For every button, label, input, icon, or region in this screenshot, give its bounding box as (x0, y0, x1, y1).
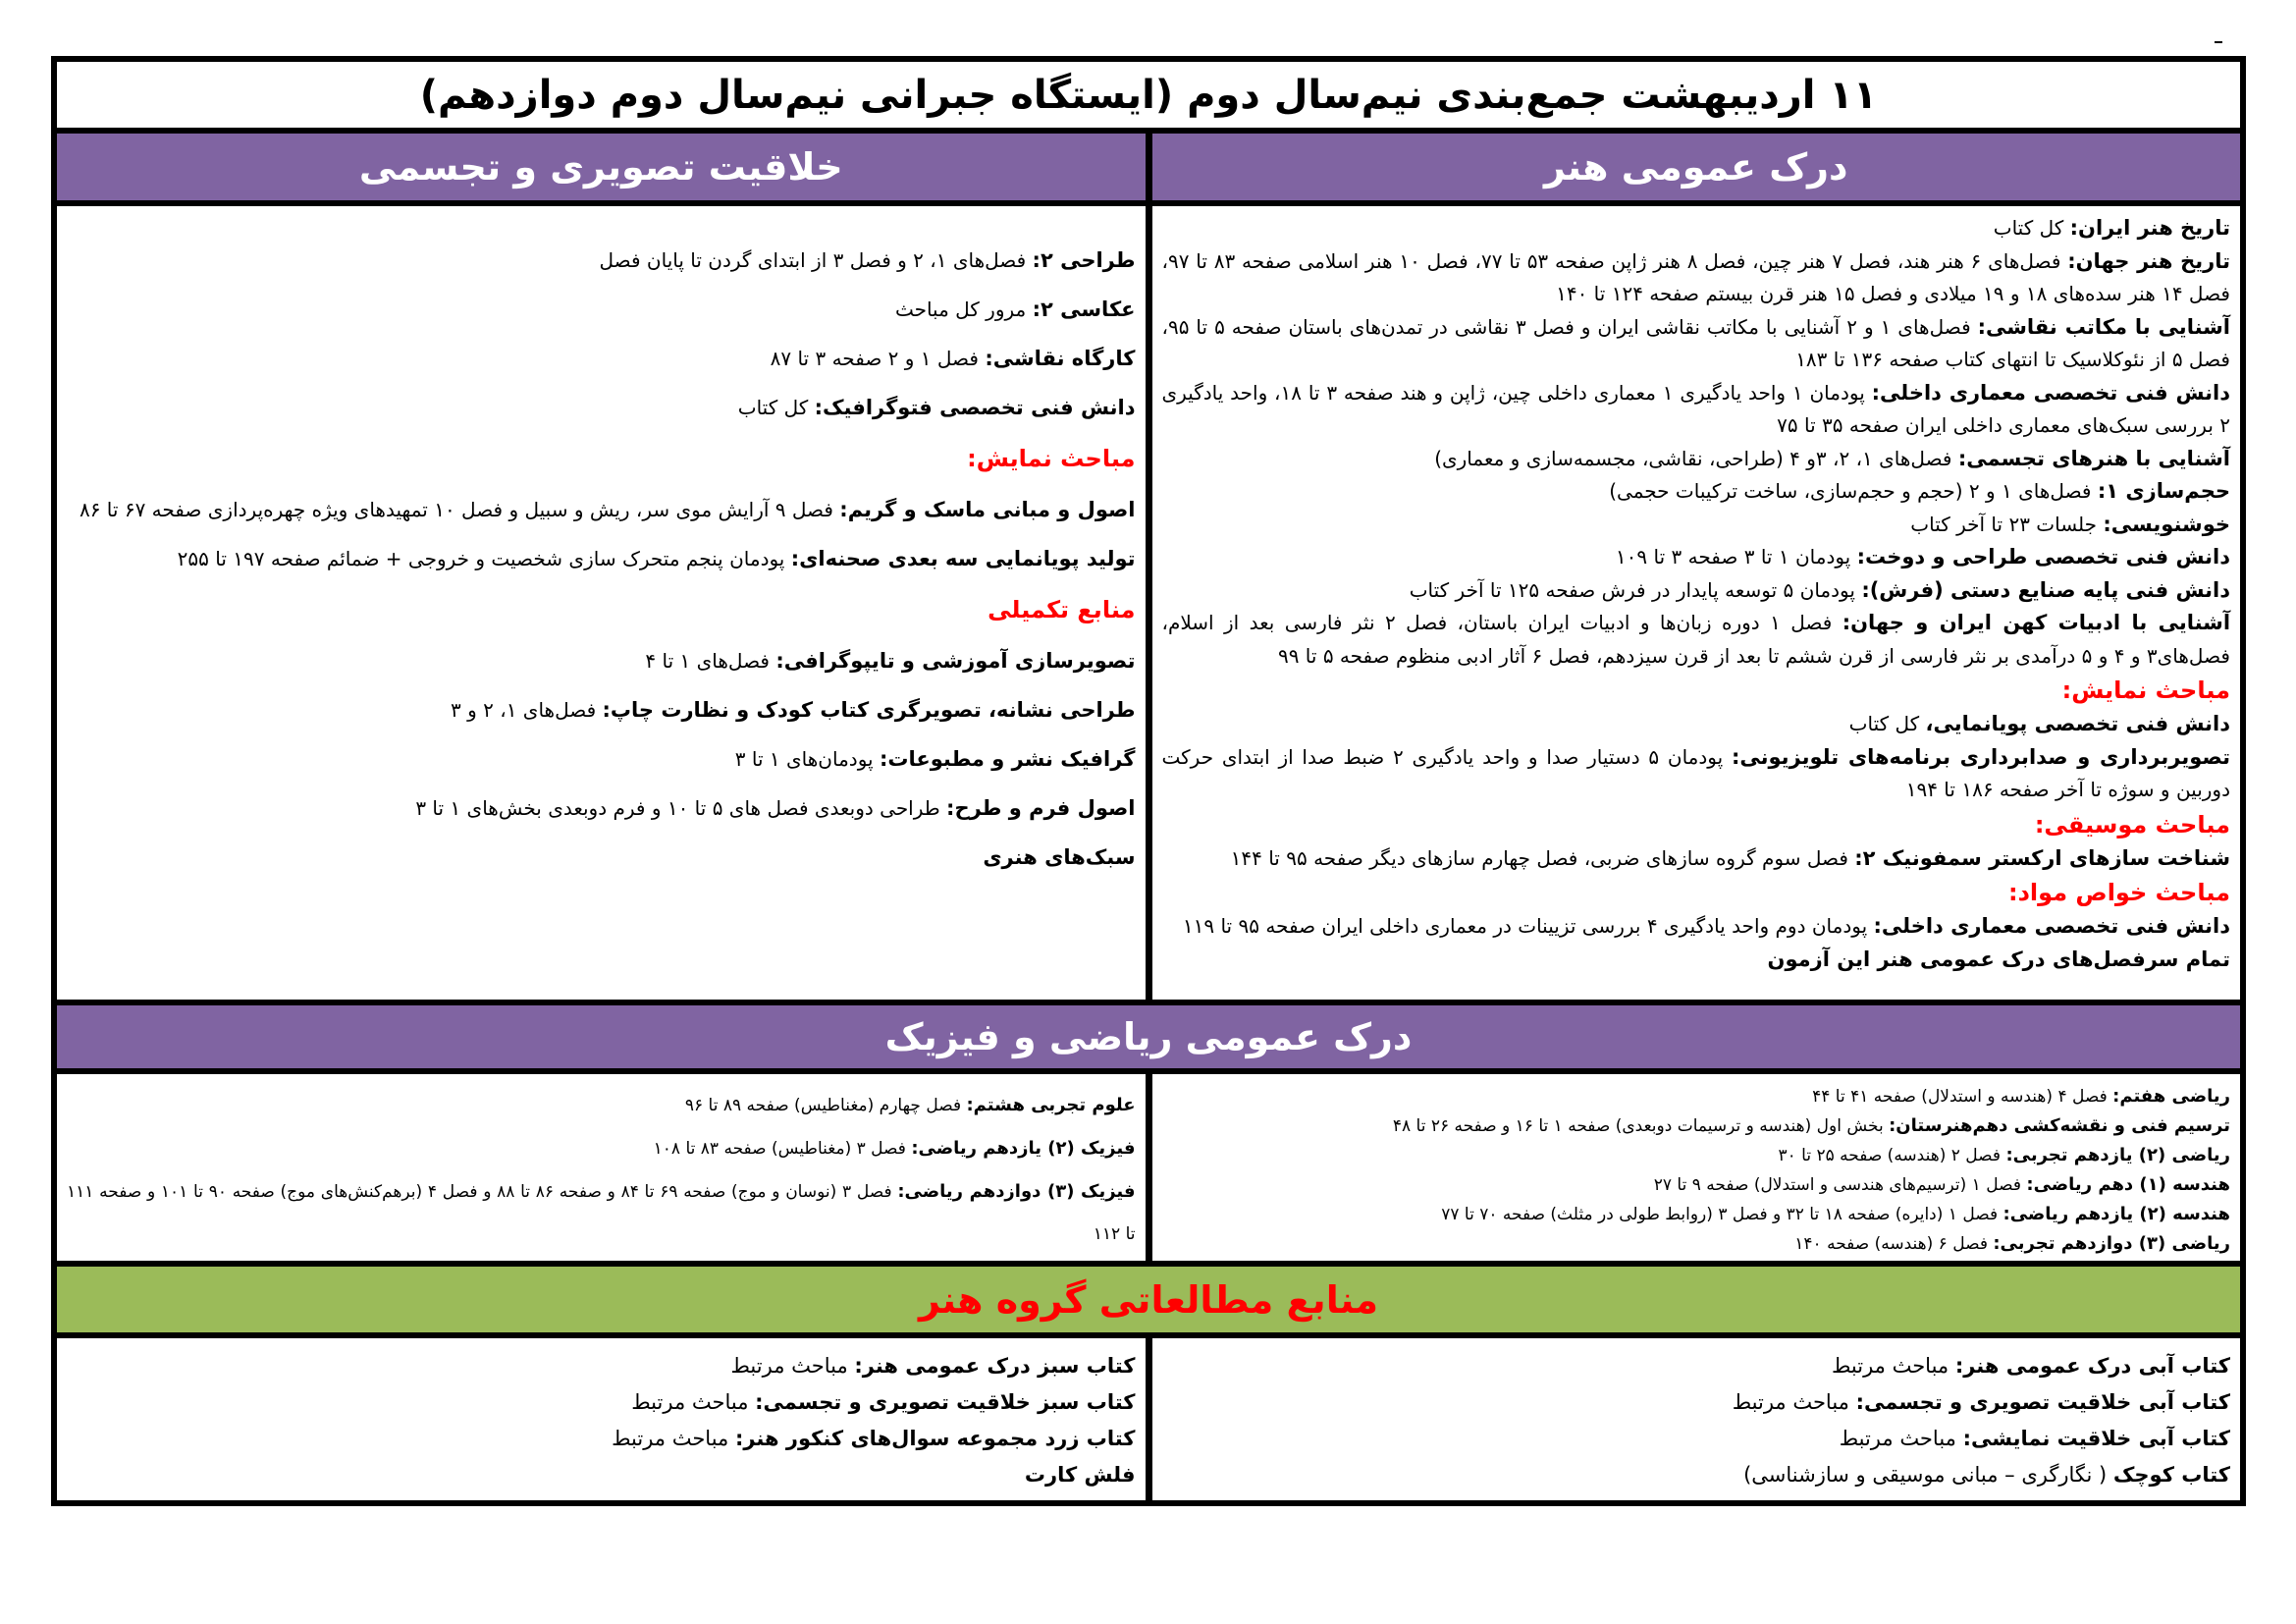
item-label: طراحی نشانه، تصویرگری کتاب کودک و نظارت چاپ: (602, 698, 1136, 722)
header-math-physics (57, 1005, 2240, 1074)
header-math-physics-label: درک عمومی ریاضی و فیزیک (884, 1015, 1413, 1058)
item-text: فصل‌های ۱، ۲ و فصل ۳ از ابتدای گردن تا پایان فصل (599, 248, 1033, 272)
item-text: مباحث مرتبط (631, 1390, 756, 1414)
list-item (1162, 708, 2231, 741)
physics-column (57, 1074, 1152, 1261)
list-item (1162, 1200, 2231, 1229)
list-item (67, 1084, 1136, 1127)
item-text: فصل ۲ (هندسه) صفحه ۲۵ تا ۳۰ (1778, 1146, 2006, 1165)
green-books-column (57, 1338, 1152, 1500)
item-text: فصل‌های ۱ تا ۴ (645, 649, 776, 673)
list-item (1162, 1082, 2231, 1111)
item-label: کتاب آبی خلاقیت تصویری و تجسمی: (1855, 1390, 2230, 1414)
list-item (67, 334, 1136, 383)
item-text: پودمان ۱ واحد یادگیری ۱ معماری داخلی چین، ژاپن و هند صفحه ۳ تا ۱۸، واحد یادگیری ۲ بررسی سبک‌های معماری داخلی ایران صفحه ۳۵ تا ۷۵ (1161, 380, 2230, 437)
header-visual-creativity (57, 134, 1152, 200)
list-item (67, 485, 1136, 534)
item-label: علوم تجربی هشتم: (966, 1095, 1136, 1115)
header-study-resources (57, 1267, 2240, 1338)
subsection-heading: مباحث نمایش: (2061, 677, 2230, 704)
item-text: مباحث مرتبط (612, 1427, 735, 1450)
item-text: فصل ۱ (ترسیم‌های هندسی و استدلال) صفحه ۹ تا ۲۷ (1653, 1175, 2027, 1195)
item-label: تاریخ هنر جهان: (2067, 248, 2231, 273)
item-label: دانش فنی پایه صنایع دستی (فرش): (1861, 577, 2230, 602)
item-text: فصل چهارم (مغناطیس) صفحه ۸۹ تا ۹۶ (684, 1096, 967, 1115)
item-label: دانش فنی تخصصی طراحی و دوخت: (1856, 545, 2230, 568)
item-text: کل کتاب (1993, 216, 2070, 240)
item-label: تصویربرداری و صدابرداری برنامه‌های تلویزیونی: (1731, 744, 2230, 769)
item-label: فیزیک (۲) یازدهم ریاضی: (911, 1138, 1136, 1159)
header-study-resources-label: منابع مطالعاتی گروه هنر (918, 1277, 1379, 1322)
item-text: مرور کل مباحث (894, 298, 1033, 321)
item-text: پودمان پنجم متحرک سازی شخصیت و خروجی + ضمائم صفحه ۱۹۷ تا ۲۵۵ (177, 547, 791, 570)
list-item (1162, 541, 2231, 574)
item-text: مباحث مرتبط (730, 1354, 855, 1378)
list-item (1162, 607, 2231, 673)
item-text: پودمان‌های ۱ تا ۳ (734, 747, 880, 771)
list-item (1162, 311, 2231, 377)
item-text: فصل ۹ آرایش موی سر، ریش و سبیل و فصل ۱۰ تمهیدهای ویژه چهره‌پردازی صفحه ۶۷ تا ۸۶ (79, 498, 840, 521)
page-corner-mark (2215, 41, 2222, 43)
header-visual-creativity-label: خلاقیت تصویری و تجسمی (358, 145, 843, 189)
item-label: طراحی ۲: (1032, 248, 1136, 272)
item-label: تمام سرفصل‌های درک عمومی هنر این آزمون (1767, 947, 2230, 971)
item-text: فصل ۳ (مغناطیس) صفحه ۸۳ تا ۱۰۸ (653, 1139, 912, 1159)
list-item (1162, 842, 2231, 876)
title-row (57, 62, 2240, 134)
list-item (67, 1421, 1136, 1457)
list-item (1162, 1421, 2231, 1457)
item-label: شناخت سازهای ارکستر سمفونیک ۲: (1854, 845, 2230, 870)
list-item (1162, 1141, 2231, 1170)
item-label: کتاب آبی خلاقیت نمایشی: (1962, 1427, 2230, 1450)
item-label: کتاب زرد مجموعه سوال‌های کنکور هنر: (734, 1427, 1136, 1450)
list-item (67, 383, 1136, 432)
list-item (67, 685, 1136, 734)
page-title: ۱۱ اردیبهشت جمع‌بندی نیم‌سال دوم (ایستگاه جبرانی نیم‌سال دوم دوازدهم) (419, 72, 1878, 118)
item-label: اصول و مبانی ماسک و گریم: (839, 498, 1136, 521)
item-text: طراحی دوبعدی فصل های ۵ تا ۱۰ و فرم دوبعدی بخش‌های ۱ تا ۳ (415, 796, 947, 820)
item-label: حجم‌سازی ۱: (2097, 479, 2230, 503)
list-item (1162, 377, 2231, 443)
subsection-heading: مباحث نمایش: (967, 445, 1136, 472)
item-label: کتاب کوچک (2112, 1463, 2230, 1487)
list-item (67, 1127, 1136, 1170)
resources-content (57, 1338, 2240, 1500)
item-text: فصل‌های ۱ و ۲ آشنایی با مکاتب نقاشی ایران و فصل ۳ نقاشی در تمدن‌های باستان صفحه ۵ تا ۹۵، فصل ۵ از نئوکلاسیک تا انتهای کتاب صفحه ۱۳۶ تا ۱۸۳ (1161, 314, 2230, 371)
item-label: ریاضی (۳) دوازدهم تجربی: (1993, 1233, 2230, 1254)
list-item (1162, 910, 2231, 944)
list-item (1162, 475, 2231, 509)
item-label: سبک‌های هنری (983, 845, 1136, 869)
item-label: تاریخ هنر ایران: (2069, 216, 2230, 240)
item-text: فصل ۶ (هندسه) صفحه ۱۴۰ (1794, 1234, 1994, 1254)
list-item (1162, 1111, 2231, 1141)
item-text: فصل‌های ۶ هنر هند، فصل ۷ هنر چین، فصل ۸ هنر ژاپن صفحه ۵۳ تا ۷۷، فصل ۱۰ هنر اسلامی صفحه ۸۳ تا ۹۷، فصل ۱۴ هنر سده‌های ۱۸ و ۱۹ میلادی و فصل ۱۵ هنر قرن بیستم صفحه ۱۲۴ تا ۱۴۰ (1161, 248, 2230, 305)
item-label: کارگاه نقاشی: (985, 347, 1136, 370)
blue-books-column (1152, 1338, 2241, 1500)
list-item (67, 236, 1136, 285)
item-text: کل کتاب (1848, 712, 1926, 735)
header-general-art (1152, 134, 2241, 200)
list-item (1162, 574, 2231, 608)
item-text: جلسات ۲۳ تا آخر کتاب (1910, 512, 2104, 536)
list-item (1162, 443, 2231, 476)
item-text: فصل ۱ دوره زبان‌ها و ادبیات ایران باستان، فصل ۲ نثر فارسی بعد از اسلام، فصل‌های۳ و ۴ و ۵ درآمدی بر نثر فارسی از قرن ششم تا بعد از قرن سیزدهم، فصل ۶ آثار ادبی منظوم صفحه ۵ تا ۹۹ (1161, 611, 2230, 668)
item-label: دانش فنی تخصصی معماری داخلی: (1871, 380, 2230, 405)
item-label: هندسه (۲) یازدهم ریاضی: (2002, 1204, 2230, 1224)
item-text: کل کتاب (737, 396, 815, 419)
item-text: فصل ۴ (هندسه و استدلال) صفحه ۴۱ تا ۴۴ (1812, 1087, 2113, 1107)
item-label: کتاب سبز خلاقیت تصویری و تجسمی: (755, 1390, 1136, 1414)
schedule-table (51, 56, 2246, 1506)
list-item (67, 784, 1136, 833)
item-text: مباحث مرتبط (1732, 1390, 1856, 1414)
item-label: عکاسی ۲: (1032, 298, 1136, 321)
item-label: آشنایی با ادبیات کهن ایران و جهان: (1842, 611, 2231, 634)
list-item (1162, 1348, 2231, 1384)
item-text: فصل ۳ (نوسان و موج) صفحه ۶۹ تا ۸۴ و صفحه ۸۶ تا ۸۸ و فصل ۴ (برهم‌کنش‌های موج) صفحه ۹۰ تا ۱۰۱ و صفحه ۱۱۱ تا ۱۱۲ (67, 1182, 1136, 1244)
item-label: کتاب آبی درک عمومی هنر: (1954, 1354, 2230, 1378)
item-text: مباحث مرتبط (1839, 1427, 1963, 1450)
list-item (1162, 212, 2231, 245)
subsection-heading: مباحث خواص مواد: (2008, 879, 2230, 906)
list-item (1162, 1384, 2231, 1421)
list-item (1162, 1457, 2231, 1493)
subsection-heading: مباحث موسیقی: (2034, 810, 2230, 839)
item-text: فصل سوم گروه سازهای ضربی، فصل چهارم سازهای دیگر صفحه ۹۵ تا ۱۴۴ (1230, 845, 1855, 870)
list-item (67, 1384, 1136, 1421)
item-label: فیزیک (۳) دوازدهم ریاضی: (897, 1181, 1136, 1202)
list-item (1162, 741, 2231, 807)
item-text: فصل‌های ۱، ۲ و ۳ (451, 698, 603, 722)
item-label: کتاب سبز درک عمومی هنر: (854, 1354, 1136, 1378)
general-art-column (1152, 206, 2241, 1000)
item-label: اصول فرم و طرح: (946, 796, 1136, 820)
item-label: هندسه (۱) دهم ریاضی: (2026, 1174, 2230, 1195)
item-text: فصل‌های ۱، ۲، ۳و ۴ (طراحی، نقاشی، مجسمه‌سازی و معماری) (1434, 446, 1958, 470)
math-content (57, 1074, 2240, 1267)
item-text: پودمان دوم واحد یادگیری ۴ بررسی تزیینات در معماری داخلی ایران صفحه ۹۵ تا ۱۱۹ (1182, 914, 1874, 938)
list-item (1162, 944, 2231, 977)
item-label: تولید پویانمایی سه بعدی صحنه‌ای: (790, 547, 1136, 570)
item-label: دانش فنی تخصصی معماری داخلی: (1873, 914, 2230, 938)
item-label: فلش کارت (1024, 1463, 1136, 1487)
item-label: دانش فنی تخصصی پویانمایی، (1925, 712, 2230, 735)
item-label: گرافیک نشر و مطبوعات: (879, 747, 1136, 771)
item-text: فصل ۱ و ۲ صفحه ۳ تا ۸۷ (770, 347, 986, 370)
item-label: آشنایی با مکاتب نقاشی: (1977, 314, 2231, 339)
list-item (67, 636, 1136, 685)
list-item (67, 1348, 1136, 1384)
list-item (67, 833, 1136, 882)
item-text: پودمان ۵ دستیار صدا و واحد یادگیری ۲ ضبط صدا از ابتدای حرکت دوربین و سوژه تا آخر صفحه ۱۸۶ تا ۱۹۴ (1161, 744, 2230, 801)
item-label: تصویرسازی آموزشی و تایپوگرافی: (775, 649, 1136, 673)
item-text: پودمان ۱ تا ۳ صفحه ۳ تا ۱۰۹ (1615, 545, 1857, 568)
list-item (67, 734, 1136, 784)
item-label: ریاضی هفتم: (2112, 1086, 2230, 1107)
list-item (1162, 245, 2231, 311)
art-content (57, 206, 2240, 1005)
list-item (67, 534, 1136, 583)
item-label: ترسیم فنی و نقشه‌کشی دهم‌هنرستان: (1889, 1115, 2230, 1136)
item-label: آشنایی با هنرهای تجسمی: (1957, 446, 2230, 470)
item-text: پودمان ۵ توسعه پایدار در فرش صفحه ۱۲۵ تا آخر کتاب (1409, 577, 1862, 602)
list-item (1162, 509, 2231, 542)
list-item (1162, 1170, 2231, 1200)
item-text: ( نگارگری – مبانی موسیقی و سازشناسی) (1743, 1463, 2113, 1487)
list-item (1162, 1229, 2231, 1259)
item-label: دانش فنی تخصصی فتوگرافیک: (814, 396, 1136, 419)
item-label: ریاضی (۲) یازدهم تجربی: (2005, 1145, 2230, 1165)
visual-creativity-column (57, 206, 1152, 1000)
item-text: فصل‌های ۱ و ۲ (حجم و حجم‌سازی، ساخت ترکیبات حجمی) (1609, 479, 2098, 503)
list-item (67, 1170, 1136, 1256)
item-text: بخش اول (هندسه و ترسیمات دوبعدی) صفحه ۱ تا ۱۶ و صفحه ۲۶ تا ۴۸ (1392, 1116, 1890, 1136)
item-text: فصل ۱ (دایره) صفحه ۱۸ تا ۳۲ و فصل ۳ (روابط طولی در مثلث) صفحه ۷۰ تا ۷۷ (1441, 1205, 2003, 1224)
math-column (1152, 1074, 2241, 1261)
item-label: خوشنویسی: (2103, 512, 2230, 536)
header-general-art-label: درک عمومی هنر (1544, 145, 1848, 189)
art-headers (57, 134, 2240, 206)
subsection-heading: منابع تکمیلی (988, 596, 1136, 623)
list-item (67, 1457, 1136, 1493)
list-item (67, 285, 1136, 334)
item-text: مباحث مرتبط (1831, 1354, 1955, 1378)
